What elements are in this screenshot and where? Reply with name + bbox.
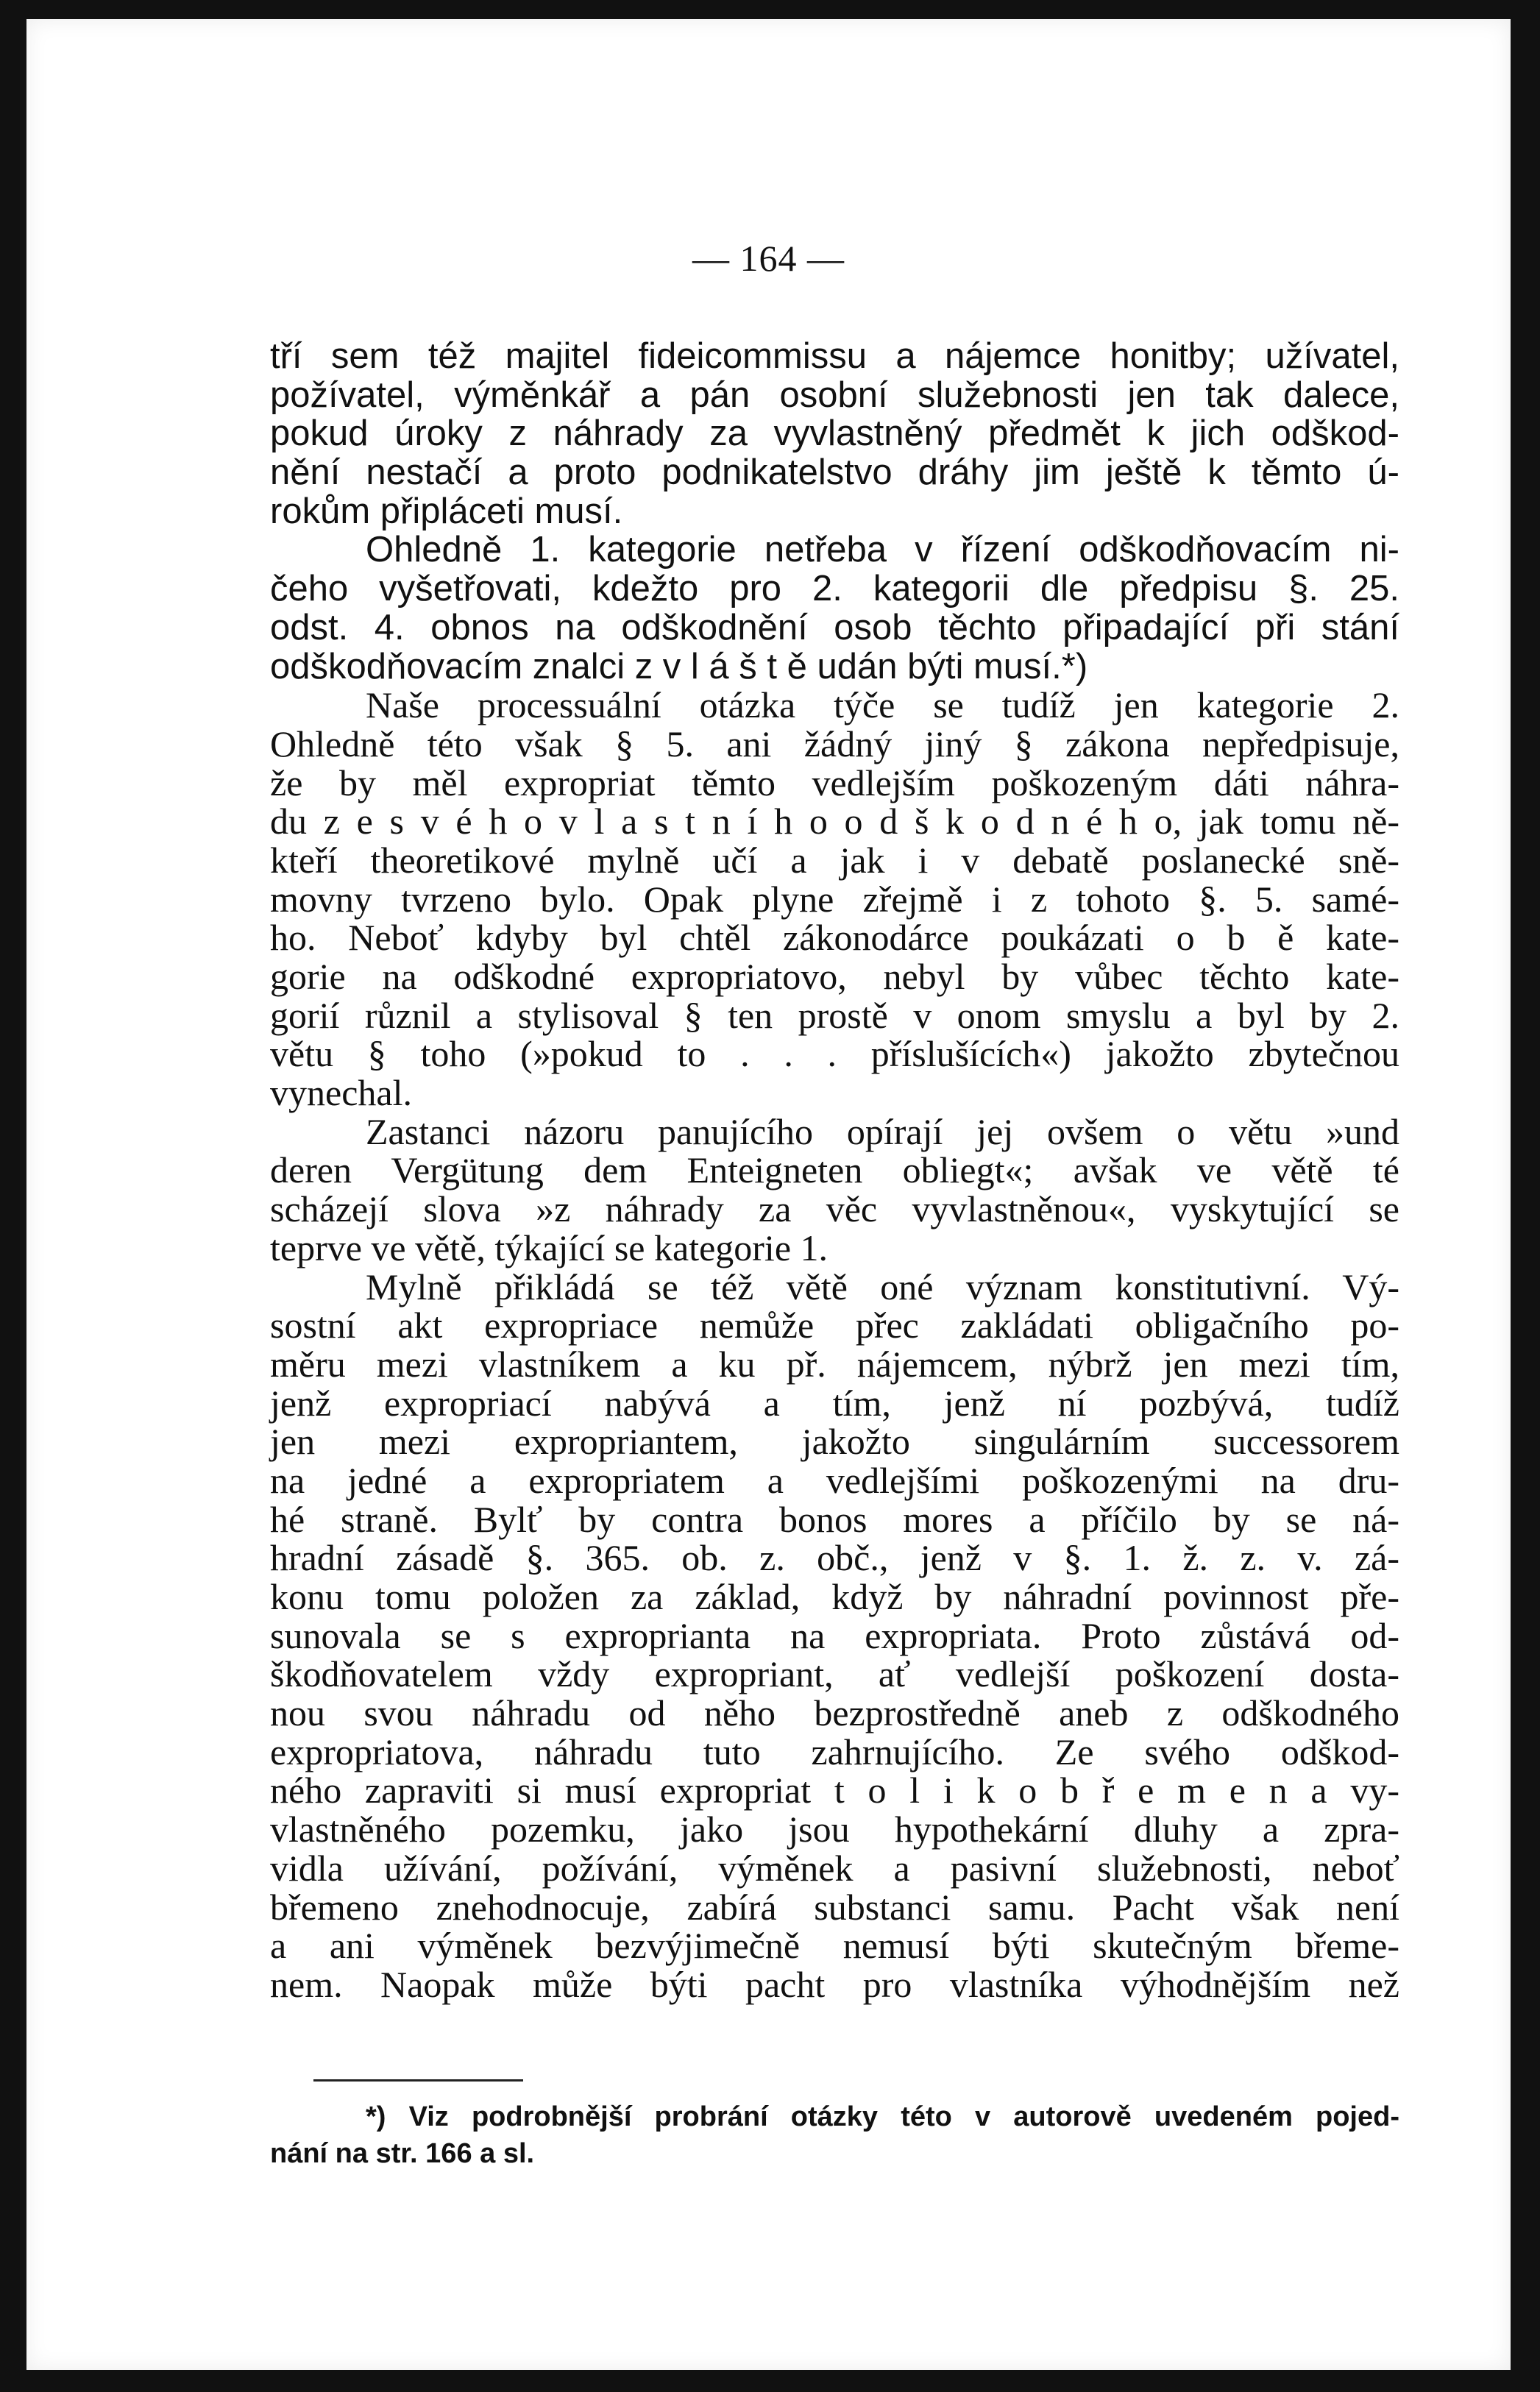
text-line: Mylně přikládá se též větě oné význam konstitutivní. Vý-: [366, 1266, 1399, 1307]
text-line: a ani výměnek bezvýjimečně nemusí býti skutečným břeme-: [270, 1925, 1399, 1967]
text-line: Ohledně této však § 5. ani žádný jiný § zákona nepředpisuje,: [270, 723, 1399, 764]
text-line: hé straně. Bylť by contra bonos mores a příčilo by se ná-: [270, 1498, 1399, 1540]
text-line: měru mezi vlastníkem a ku př. nájemcem, nýbrž jen mezi tím,: [270, 1343, 1399, 1385]
book-page: [26, 19, 1511, 2370]
text-line: movny tvrzeno bylo. Opak plyne zřejmě i z tohoto §. 5. samé-: [270, 878, 1399, 920]
page-number: — 164 —: [692, 238, 845, 279]
text-line: vidla užívání, požívání, výměnek a pasivní služebnosti, neboť: [270, 1847, 1399, 1889]
text-line: pokud úroky z náhrady za vyvlastněný předmět k jich odškod-: [270, 414, 1399, 454]
footnote-line: nání na str. 166 a sl.: [270, 2138, 535, 2169]
text-line: odst. 4. obnos na odškodnění osob těchto připadající při stání: [270, 607, 1399, 647]
text-line: kteří theoretikové mylně učí a jak i v debatě poslanecké sně-: [270, 839, 1399, 881]
text-line: Zastanci názoru panujícího opírají jej ovšem o větu »und: [366, 1110, 1399, 1152]
text-line: Ohledně 1. kategorie netřeba v řízení odškodňovacím ni-: [366, 530, 1399, 570]
text-line: tří sem též majitel fideicommissu a nájemce honitby; užívatel,: [270, 336, 1399, 376]
text-line: větu § toho (»pokud to . . . příslušících«) jakožto zbytečnou: [270, 1033, 1399, 1075]
text-line: vlastněného pozemku, jako jsou hypothekární dluhy a zpra-: [270, 1809, 1399, 1850]
footnote-divider: [313, 2079, 523, 2082]
text-line: na jedné a expropriatem a vedlejšími poškozenými na dru-: [270, 1459, 1399, 1501]
text-line: nem. Naopak může býti pacht pro vlastníka výhodnějším než: [270, 1963, 1399, 2005]
text-line: vynechal.: [270, 1072, 412, 1114]
footnote-line: *) Viz podrobnější probrání otázky této v autorově uvedeném pojed-: [366, 2101, 1399, 2132]
body-text: [270, 337, 1399, 2004]
text-line: deren Vergütung dem Enteigneten obliegt«; avšak ve větě té: [270, 1149, 1399, 1191]
text-line: du z e s v é h o v l a s t n í h o o d š k o d n é h o, jak tomu ně-: [270, 801, 1399, 842]
text-line: nění nestačí a proto podnikatelstvo dráhy jim ještě k těmto ú-: [270, 453, 1399, 493]
text-line: jen mezi expropriantem, jakožto singulárním successorem: [270, 1421, 1399, 1463]
text-line: expropriatova, náhradu tuto zahrnujícího. Ze svého odškod-: [270, 1731, 1399, 1772]
text-line: že by měl expropriat těmto vedlejším poškozeným dáti náhra-: [270, 762, 1399, 803]
text-line: jenž expropriací nabývá a tím, jenž ní pozbývá, tudíž: [270, 1382, 1399, 1424]
text-line: gorií různil a stylisoval § ten prostě v onom smyslu a byl by 2.: [270, 994, 1399, 1036]
footnote: [270, 2098, 1399, 2172]
text-line: gorie na odškodné expropriatovo, nebyl by vůbec těchto kate-: [270, 956, 1399, 997]
text-line: ného zapraviti si musí expropriat t o l i k o b ř e m e n a vy-: [270, 1770, 1399, 1811]
text-line: čeho vyšetřovati, kdežto pro 2. kategorii dle předpisu §. 25.: [270, 569, 1399, 609]
text-line: Naše processuální otázka týče se tudíž jen kategorie 2.: [366, 684, 1399, 726]
text-line: břemeno znehodnocuje, zabírá substanci samu. Pacht však není: [270, 1886, 1399, 1928]
text-line: požívatel, výměnkář a pán osobní služebnosti jen tak dalece,: [270, 375, 1399, 415]
text-line: škodňovatelem vždy expropriant, ať vedlejší poškození dosta-: [270, 1653, 1399, 1695]
text-line: scházejí slova »z náhrady za věc vyvlastněnou«, vyskytující se: [270, 1188, 1399, 1230]
text-line: odškodňovacím znalci z v l á š t ě udán býti musí.*): [270, 646, 1088, 686]
text-line: hradní zásadě §. 365. ob. z. obč., jenž v §. 1. ž. z. v. zá-: [270, 1537, 1399, 1579]
text-line: teprve ve větě, týkající se kategorie 1.: [270, 1227, 828, 1268]
text-line: konu tomu položen za základ, když by náhradní povinnost pře-: [270, 1576, 1399, 1617]
text-line: sostní akt expropriace nemůže přec zakládati obligačního po-: [270, 1305, 1399, 1346]
text-line: nou svou náhradu od něho bezprostředně aneb z odškodného: [270, 1692, 1399, 1734]
text-line: sunovala se s exproprianta na expropriata. Proto zůstává od-: [270, 1614, 1399, 1656]
text-line: rokům připláceti musí.: [270, 491, 623, 531]
text-line: ho. Neboť kdyby byl chtěl zákonodárce poukázati o b ě kate-: [270, 917, 1399, 959]
